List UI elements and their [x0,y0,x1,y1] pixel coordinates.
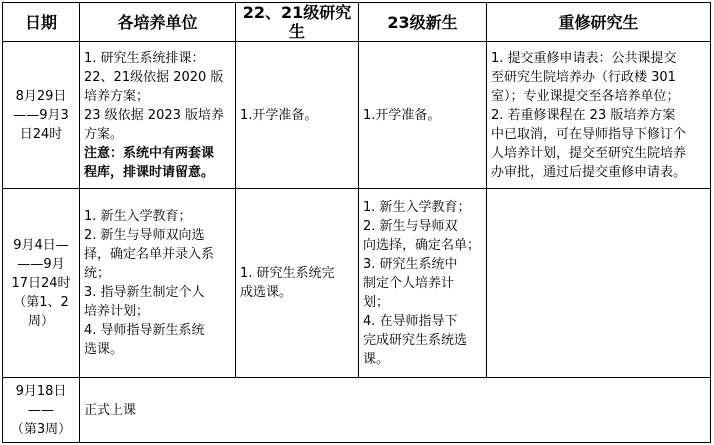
units-cell [80,42,236,189]
units-line: 2. 新生与导师双向选 [84,228,205,243]
retake-line: 办审批，通过后提交重修申请表。 [491,164,687,180]
date-cell [3,42,80,189]
grade-23-line: 3. 研究生系统中 [363,256,458,272]
grade-23-line: 1. 新生入学教育； [363,199,471,215]
retake-line: 人培养计划，提交至研究生院培养 [491,145,687,161]
retake-line: 1. 提交重修申请表：公共课提交 [491,50,677,66]
date-line: —— [28,402,54,418]
units-line: 培养方案； [84,88,150,104]
date-line: 9月18日 [15,383,67,399]
date-line: （第1、2 [13,294,69,310]
retake-line: 室）；专业课提交至各培养单位； [491,88,680,104]
grade-23-cell [359,42,487,189]
header-retake: 重修研究生 [487,3,711,42]
grade-23-line: 2. 新生与导师双 [363,218,458,234]
units-note: 程库，排课时请留意。 [84,164,215,180]
units-line: 23 级依据 2023 版培养 [84,107,225,123]
date-line: 8月29日 [15,88,67,104]
header-grade-23: 23级新生 [359,3,487,42]
units-line: 4. 导师指导新生系统 [84,323,205,338]
date-line: （第3周） [10,421,72,437]
grade-23-line: 4. 在导师指导下 [363,313,458,329]
retake-line: 至研究生院培养办（行政楼 301 [491,69,676,85]
grade-23-line: 划； [363,294,390,310]
units-line: 统； [84,266,111,281]
grade-23-line: 完成研究生系统选 [363,332,468,348]
date-line: 周） [27,313,54,329]
units-cell [80,189,236,378]
header-row [3,3,711,42]
units-line: 选课。 [84,342,124,357]
header-date: 日期 [3,3,80,42]
table-row [3,378,711,443]
units-line: 22、21级依据 2020 版 [84,69,224,85]
header-units: 各培养单位 [80,3,236,42]
units-line: 3. 指导新生制定个人 [84,285,205,300]
units-note: 注意：系统中有两套课 [84,145,215,161]
date-line: ——9月 [17,256,65,272]
date-line: 17日24时 [11,275,71,291]
units-line: 培养计划； [84,304,150,319]
units-line: 1. 研究生系统排课： [84,50,205,66]
retake-line: 2. 若重修课程在 23 版培养方案 [491,107,676,123]
grade-23-cell [359,189,487,378]
date-cell [3,189,80,378]
date-line: 9月4日— [13,237,69,253]
span-text-cell [80,378,236,443]
date-line: ——9月3 [13,107,69,123]
retake-cell [487,189,711,378]
units-line: 1. 新生入学教育； [84,209,192,224]
grade-22-21-line: 成选课。 [240,285,293,300]
table-row [3,42,711,189]
grade-22-21-line: 1. 研究生系统完 [240,266,335,281]
table-row [3,189,711,378]
header-grade-22-21: 22、21级研究生 [236,3,359,42]
date-line: 日24时 [19,126,63,142]
schedule-table [2,2,711,443]
grade-22-21-cell [236,189,359,378]
grade-23-line: 向选择，确定名单； [363,237,481,253]
grade-22-21-cell [236,42,359,189]
retake-cell [487,42,711,189]
grade-23-line: 制定个人培养计 [363,275,455,291]
grade-22-21-line: 1.开学准备。 [240,107,318,123]
span-continuation-cell [236,378,711,443]
units-line: 方案。 [84,126,124,142]
grade-23-line: 课。 [363,351,390,367]
units-line: 择，确定名单并录入系 [84,247,215,262]
date-cell [3,378,80,443]
span-text: 正式上课 [84,402,137,418]
grade-23-line: 1.开学准备。 [363,107,441,123]
retake-line: 中已取消，可在导师指导下修订个 [491,126,687,142]
